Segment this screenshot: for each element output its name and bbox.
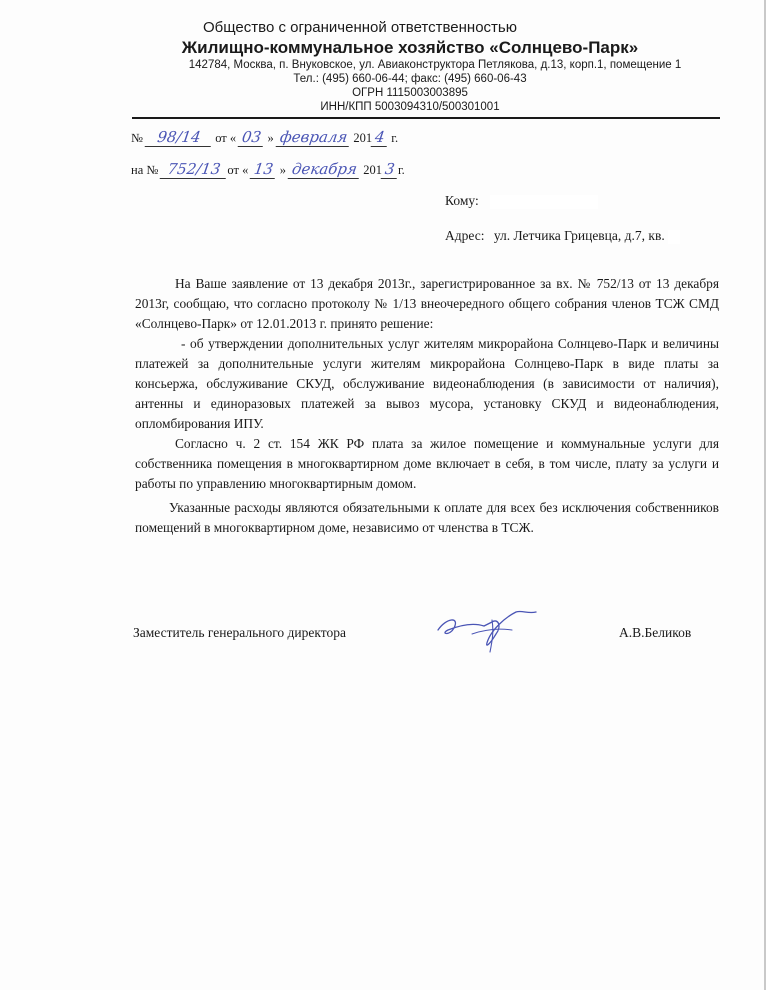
org-phones: Тел.: (495) 660-06-44; факс: (495) 660-06-43	[293, 73, 527, 85]
out-from: от «	[215, 131, 237, 145]
recipient-name-line	[445, 193, 598, 209]
in-month: декабря	[288, 160, 362, 179]
org-inn-kpp: ИНН/КПП 5003094310/500301001	[320, 101, 500, 113]
org-address: 142784, Москва, п. Внуковское, ул. Авиаконструктора Петлякова, д.13, корп.1, помещение 1	[188, 59, 682, 71]
recipient-address-line	[445, 228, 680, 244]
signer-name: А.В.Беликов	[619, 625, 692, 640]
letter-body	[135, 274, 719, 538]
handwritten-signature	[432, 600, 542, 655]
address-label: Адрес:	[445, 228, 485, 243]
org-type: Общество с ограниченной ответственностью	[203, 19, 517, 36]
out-number: 98/14	[145, 128, 214, 147]
org-ogrn: ОГРН 1115003003895	[352, 87, 468, 99]
out-day: 03	[238, 128, 266, 147]
in-year-prefix: 201	[363, 163, 382, 177]
body-paragraph-4: Указанные расходы являются обязательными к оплате для всех без исключения собственников помещений в многоквартирном доме, независимо от членства в ТСЖ.	[135, 500, 719, 535]
address-value: ул. Летчика Грицевца, д.7, кв.	[493, 228, 665, 243]
body-paragraph-3: Согласно ч. 2 ст. 154 ЖК РФ плата за жилое помещение и коммунальные услуги для собственника помещения в многоквартирном доме включает в себя, в том числе, плату за услуги и работы по управлению многоквартирным домом.	[135, 436, 719, 491]
header-divider	[132, 117, 720, 119]
org-name: Жилищно-коммунальное хозяйство «Солнцево-Парк»	[181, 38, 639, 57]
out-suffix: г.	[391, 131, 399, 145]
in-from: от «	[227, 163, 249, 177]
signer-title: Заместитель генерального директора	[133, 625, 346, 640]
out-prefix: №	[131, 131, 143, 145]
outgoing-registration	[131, 128, 398, 147]
in-suffix: г.	[397, 163, 405, 177]
to-label: Кому:	[445, 193, 479, 208]
in-year-digit: 3	[381, 160, 400, 179]
out-year-digit: 4	[371, 128, 390, 147]
in-close: »	[279, 163, 286, 177]
in-prefix: на №	[131, 163, 159, 177]
body-paragraph-2: - об утверждении дополнительных услуг жителям микрорайона Солнцево-Парк и величины платежей за дополнительные услуги жителям микрорайона Солнцево-Парк в виде платы за консьержа, обслуживание СКУД, обслуживание видеонаблюдения (в зависимости от наличия), антенны и единоразовых платежей за вывоз мусора, установку СКУД и видеонаблюдения, опломбирования ИПУ.	[135, 336, 719, 431]
incoming-registration	[131, 160, 405, 179]
redacted-name	[490, 195, 598, 209]
in-day: 13	[250, 160, 278, 179]
out-year-prefix: 201	[353, 131, 373, 145]
out-month: февраля	[276, 128, 352, 147]
in-number: 752/13	[160, 160, 229, 179]
out-close: »	[267, 131, 274, 145]
redacted-apartment	[668, 230, 680, 244]
body-paragraph-1: На Ваше заявление от 13 декабря 2013г., зарегистрированное за вх. № 752/13 от 13 декабря 2013г, сообщаю, что согласно протоколу № 1/13 внеочередного общего собрания членов ТСЖ СМД «Солнцево-Парк» от 12.01.2013 г. принято решение:	[135, 276, 719, 331]
